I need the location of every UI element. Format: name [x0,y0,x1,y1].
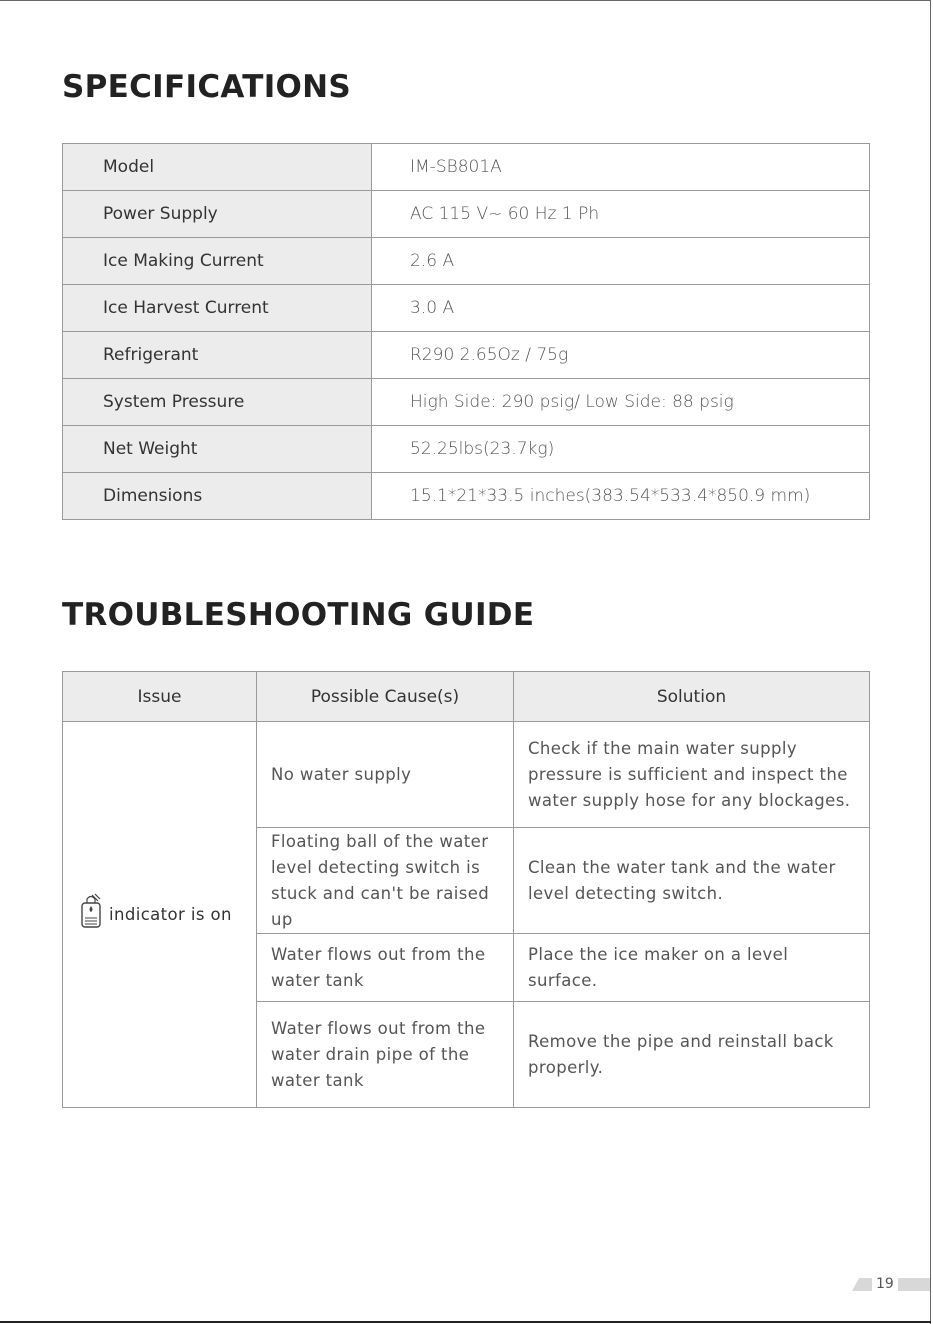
page-border-top [0,0,931,1]
header-issue: Issue [63,672,257,722]
page-number-text: 19 [876,1276,894,1292]
troubleshooting-table [62,671,870,1108]
spec-row [63,285,870,332]
spec-value: High Side: 290 psig/ Low Side: 88 psig [372,379,870,426]
spec-row [63,426,870,473]
header-cause: Possible Cause(s) [257,672,514,722]
specifications-title: SPECIFICATIONS [62,69,352,105]
spec-value: 52.25lbs(23.7kg) [372,426,870,473]
solution-cell: Remove the pipe and reinstall back properly. [514,1002,870,1108]
water-tank-indicator-icon [79,893,103,937]
spec-row [63,332,870,379]
page-number-bar-left [852,1278,872,1291]
cause-cell: No water supply [257,722,514,828]
table-row [63,722,870,828]
page-number [852,1276,932,1293]
page-border-bottom [0,1321,931,1323]
troubleshooting-title: TROUBLESHOOTING GUIDE [62,597,535,633]
spec-value: 3.0 A [372,285,870,332]
solution-cell: Clean the water tank and the water level detecting switch. [514,828,870,934]
header-solution: Solution [514,672,870,722]
cause-cell: Water flows out from the water drain pipe of the water tank [257,1002,514,1108]
spec-label: Net Weight [63,426,372,473]
spec-label: Ice Harvest Current [63,285,372,332]
spec-value: R290 2.65Oz / 75g [372,332,870,379]
spec-value: 2.6 A [372,238,870,285]
page-border-right [930,0,931,1324]
spec-row [63,191,870,238]
spec-label: System Pressure [63,379,372,426]
cause-cell: Floating ball of the water level detecting switch is stuck and can't be raised up [257,828,514,934]
spec-label: Power Supply [63,191,372,238]
spec-value: IM-SB801A [372,144,870,191]
table-header-row [63,672,870,722]
issue-cell [63,722,257,1108]
spec-value: AC 115 V~ 60 Hz 1 Ph [372,191,870,238]
issue-label: indicator is on [109,904,232,924]
spec-label: Ice Making Current [63,238,372,285]
solution-cell: Place the ice maker on a level surface. [514,934,870,1002]
spec-row [63,473,870,520]
page-number-bar-right [898,1278,930,1291]
cause-cell: Water flows out from the water tank [257,934,514,1002]
spec-label: Dimensions [63,473,372,520]
specifications-table [62,143,870,520]
spec-label: Model [63,144,372,191]
spec-value: 15.1*21*33.5 inches(383.54*533.4*850.9 mm) [372,473,870,520]
spec-row [63,238,870,285]
solution-cell: Check if the main water supply pressure is sufficient and inspect the water supply hose for any blockages. [514,722,870,828]
spec-label: Refrigerant [63,332,372,379]
spec-row [63,379,870,426]
spec-row [63,144,870,191]
